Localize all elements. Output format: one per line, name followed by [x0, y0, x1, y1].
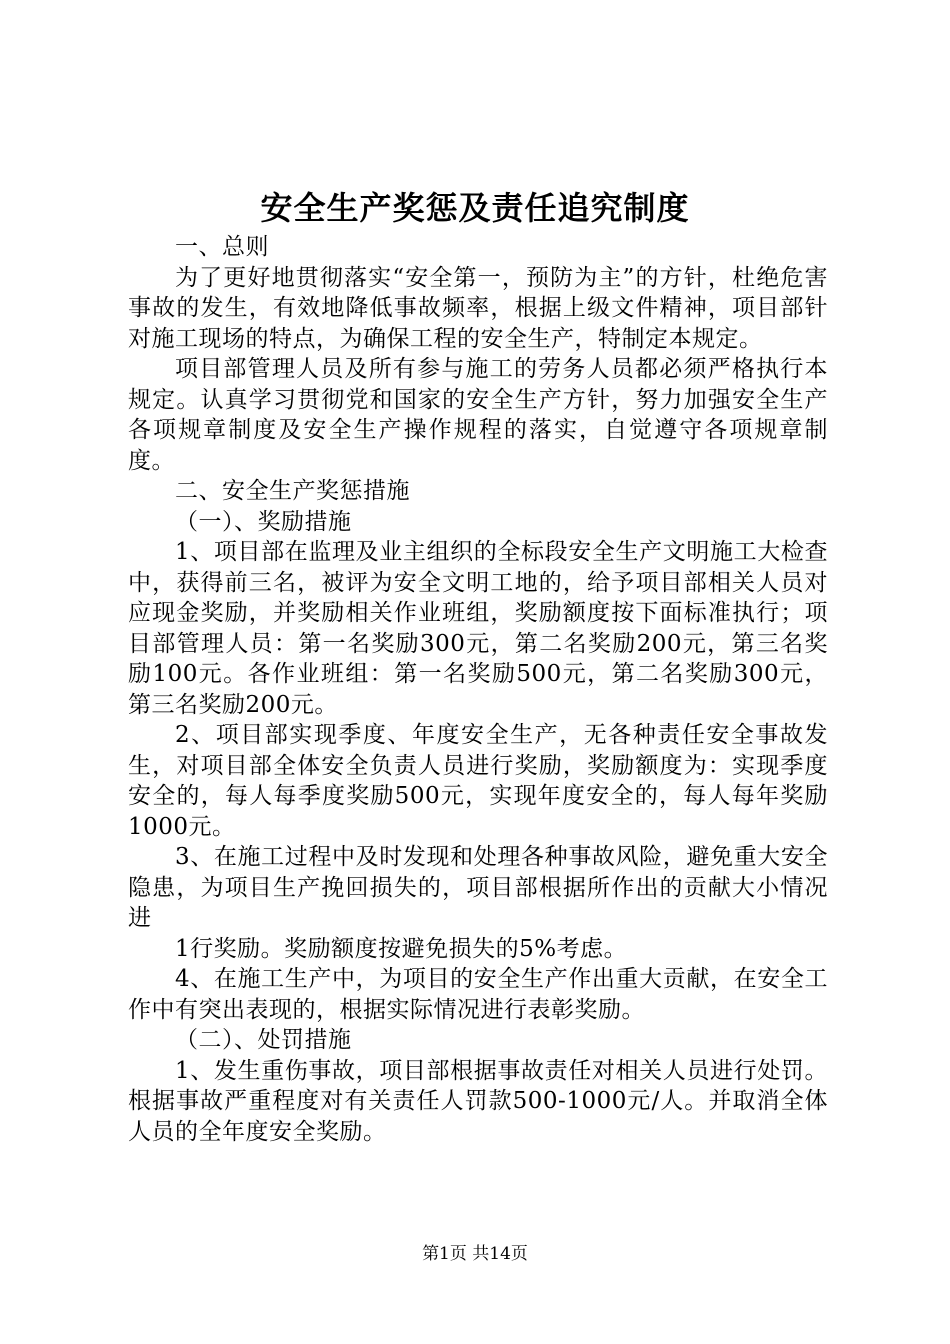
subsection-heading-rewards: （一）、奖励措施 [175, 508, 352, 535]
document-title: 安全生产奖惩及责任追究制度 [260, 189, 690, 227]
paragraph-reward-4: 4、在施工生产中，为项目的安全生产作出重大贡献，在安全工作中有突出表现的，根据实际情况进行表彰奖励。 [128, 966, 828, 1023]
page-footer: 第1页 共14页 [422, 1244, 528, 1264]
paragraph-reward-3: 3、在施工过程中及时发现和处理各种事故风险，避免重大安全隐患，为项目生产挽回损失的，项目部根据所作出的贡献大小情况进 [128, 844, 828, 931]
paragraph-reward-2: 2、项目部实现季度、年度安全生产，无各种责任安全事故发生，对项目部全体安全负责人员进行奖励，奖励额度为：实现季度安全的，每人每季度奖励500元，实现年度安全的，每人每年奖励1000元。 [128, 722, 828, 840]
paragraph-purpose: 为了更好地贯彻落实“安全第一，预防为主”的方针，杜绝危害事故的发生，有效地降低事故频率，根据上级文件精神，项目部针对施工现场的特点，为确保工程的安全生产，特制定本规定。 [128, 264, 828, 352]
section-heading-measures: 二、安全生产奖惩措施 [175, 478, 410, 504]
subsection-heading-penalties: （二）、处罚措施 [175, 1027, 352, 1053]
document-body [128, 232, 828, 1147]
section-heading-general: 一、总则 [175, 234, 269, 260]
paragraph-penalty-1: 1、发生重伤事故，项目部根据事故责任对相关人员进行处罚。根据事故严重程度对有关责任人罚款500-1000元/人。并取消全体人员的全年度安全奖励。 [128, 1057, 828, 1145]
paragraph-scope: 项目部管理人员及所有参与施工的劳务人员都必须严格执行本规定。认真学习贯彻党和国家的安全生产方针，努力加强安全生产各项规章制度及安全生产操作规程的落实，自觉遵守各项规章制度。 [128, 356, 828, 474]
paragraph-reward-1: 1、项目部在监理及业主组织的全标段安全生产文明施工大检查中，获得前三名，被评为安全文明工地的，给予项目部相关人员对应现金奖励，并奖励相关作业班组，奖励额度按下面标准执行；项目部管理人员：第一名奖励300元，第二名奖励200元，第三名奖励100元。各作业班组：第一名奖励500元，第二名奖励300元，第三名奖励200元。 [128, 539, 828, 718]
paragraph-reward-3-continued: 1行奖励。奖励额度按避免损失的5%考虑。 [175, 935, 628, 962]
